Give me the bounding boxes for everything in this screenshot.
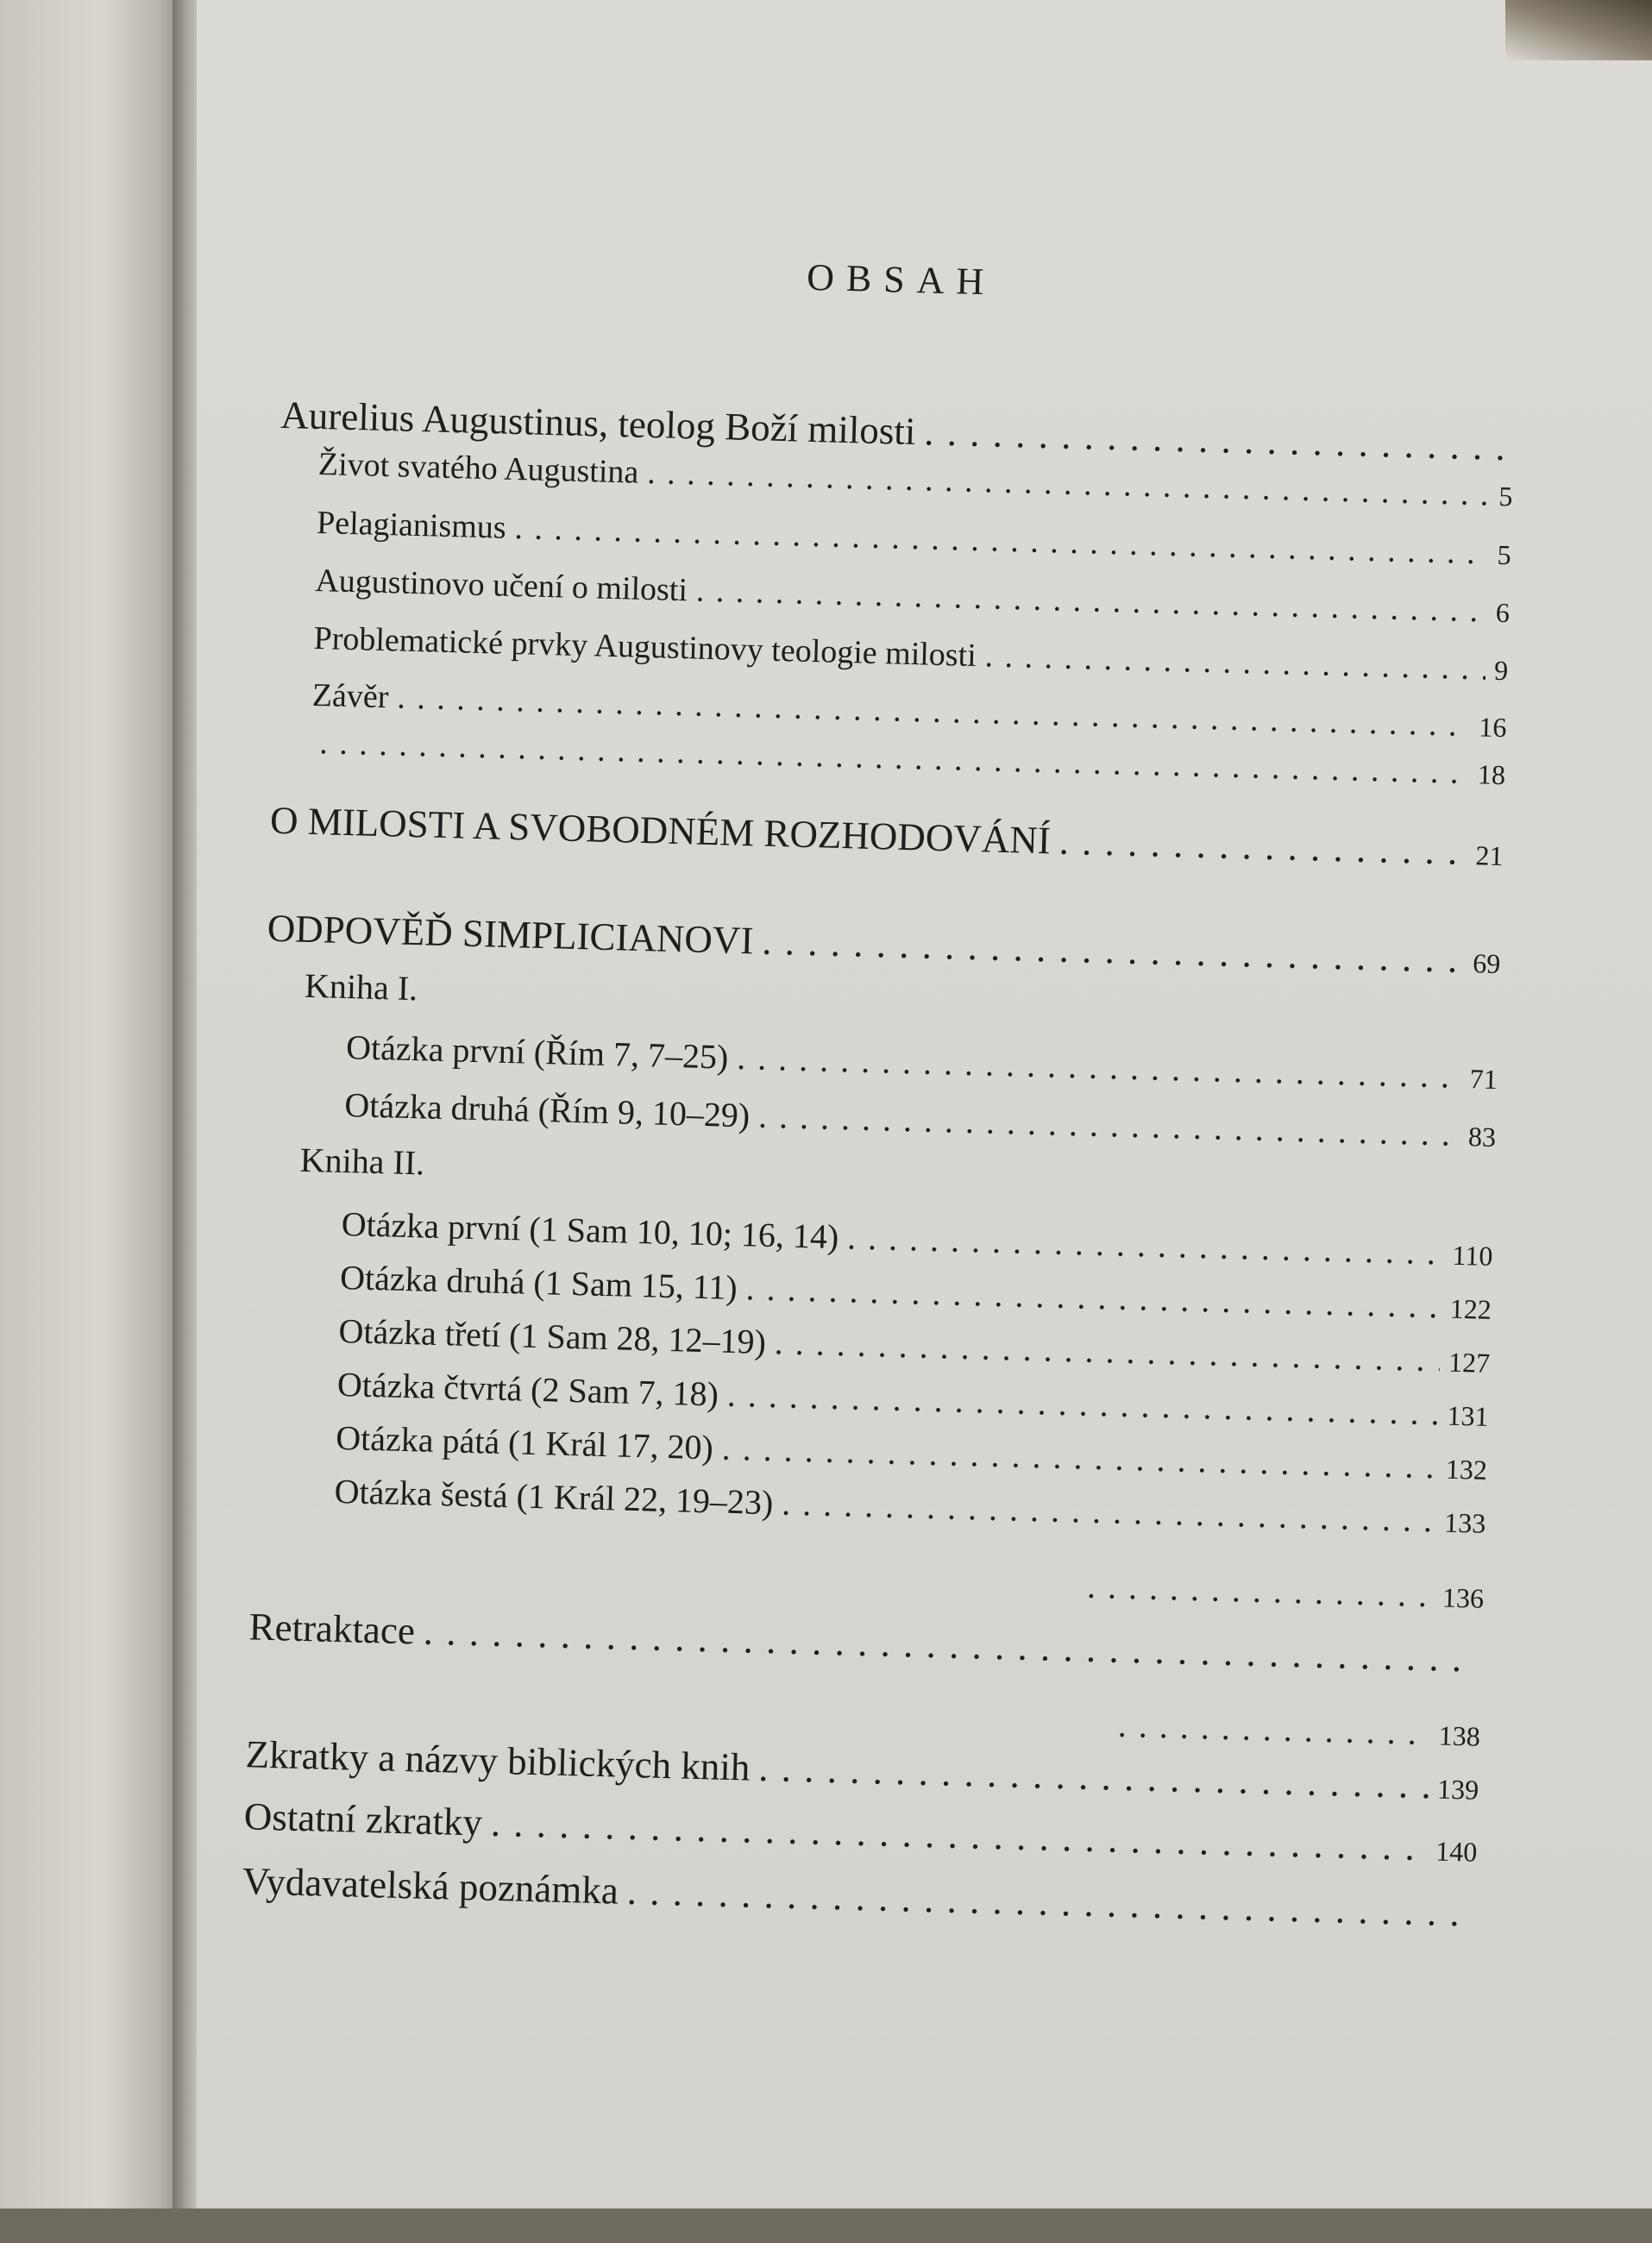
toc-page-number: 133 (1443, 1506, 1486, 1539)
toc-entry-label: Otázka první (Řím 7, 7–25) (345, 1027, 729, 1077)
toc-page-number: 127 (1448, 1346, 1491, 1379)
toc-entry-problems (313, 619, 1509, 688)
toc-entry-label: Otázka třetí (1 Sam 28, 12–19) (338, 1310, 767, 1361)
toc-page-number: 139 (1436, 1773, 1479, 1806)
toc-entry-label: Retraktace (248, 1605, 416, 1653)
toc-entry-label: Otázka čtvrtá (2 Sam 7, 18) (336, 1364, 719, 1414)
toc-leader-dots (758, 1096, 1460, 1154)
toc-leader-dots (423, 1609, 1474, 1681)
toc-leader-dots (1117, 1705, 1430, 1753)
toc-entry-label: O MILOSTI A SVOBODNÉM ROZHODOVÁNÍ (269, 798, 1052, 863)
toc-entry-q1-1 (346, 1027, 1498, 1097)
toc-entry-label: Problematické prvky Augustinovy teologie milosti (313, 619, 977, 675)
toc-leader-dots (745, 1267, 1442, 1326)
toc-entry-pelagianism (317, 504, 1512, 573)
toc-entry-label: ODPOVĚĎ SIMPLICIANOVI (267, 906, 755, 963)
toc-page-number: 16 (1478, 711, 1507, 744)
toc-entry-label: Otázka šestá (1 Král 22, 19–23) (334, 1471, 774, 1523)
toc-page-number: 83 (1467, 1121, 1497, 1153)
table-of-contents (234, 0, 1632, 2243)
toc-leader-dots (514, 509, 1489, 573)
toc-entry-other-abbreviations (243, 1794, 1478, 1870)
toc-page-number: 138 (1438, 1719, 1481, 1752)
toc-leader-dots (924, 409, 1506, 469)
toc-entry-label: Kniha I. (304, 965, 418, 1008)
toc-entry-zkratky-number (1109, 1705, 1480, 1755)
toc-page-number: 21 (1475, 839, 1504, 872)
toc-leader-dots (758, 1745, 1429, 1807)
left-facing-page (0, 0, 185, 2208)
toc-leader-dots (782, 1482, 1436, 1540)
toc-page-number: 131 (1447, 1399, 1489, 1432)
toc-entry-label: Otázka pátá (1 Král 17, 20) (335, 1417, 714, 1467)
toc-entry-retraktace-number (1078, 1566, 1485, 1617)
toc-leader-dots (1087, 1566, 1435, 1616)
toc-page-number: 122 (1449, 1292, 1492, 1325)
toc-page-number: 110 (1452, 1239, 1493, 1272)
toc-entry-editorial-note (242, 1858, 1476, 1935)
toc-entry-retraktace (248, 1604, 1483, 1681)
toc-leader-dots (847, 1216, 1445, 1272)
toc-leader-dots (721, 1428, 1437, 1487)
toc-entry-label: Vydavatelská poznámka (242, 1859, 619, 1913)
toc-entry-label: Ostatní zkratky (243, 1794, 483, 1844)
toc-heading: OBSAH (806, 255, 996, 304)
toc-page-number: 5 (1497, 538, 1512, 571)
toc-page-number: 132 (1445, 1453, 1488, 1486)
toc-entry-label: Otázka první (1 Sam 10, 10; 16, 14) (341, 1204, 839, 1257)
toc-page-number: 5 (1498, 480, 1513, 512)
toc-entry-label: Kniha II. (299, 1140, 425, 1183)
book-page (197, 0, 1652, 2208)
toc-entry-grace (269, 798, 1504, 875)
toc-entry-label: Augustinovo učení o milosti (314, 562, 688, 609)
toc-leader-dots (737, 1037, 1462, 1096)
toc-leader-dots (984, 637, 1486, 688)
toc-leader-dots (726, 1374, 1439, 1434)
toc-entry-label: Zkratky a názvy biblických knih (245, 1732, 751, 1789)
toc-page-number: 69 (1472, 947, 1501, 980)
toc-entry-label: Otázka druhá (1 Sam 15, 11) (339, 1257, 738, 1308)
toc-entry-label: Závěr (311, 676, 390, 716)
toc-page-number: 18 (1477, 758, 1506, 791)
toc-leader-dots (490, 1800, 1428, 1869)
toc-page-number: 136 (1442, 1581, 1485, 1614)
toc-entry-label: Pelagianismus (316, 504, 507, 546)
toc-leader-dots (1058, 819, 1467, 874)
toc-entry-label: Život svatého Augustina (317, 446, 639, 491)
toc-page-number: 140 (1435, 1835, 1478, 1868)
toc-entry-label: Otázka druhá (Řím 9, 10–29) (343, 1085, 751, 1135)
toc-page-number: 6 (1495, 596, 1511, 629)
toc-leader-dots (695, 572, 1487, 631)
toc-entry-label: Aurelius Augustinus, teolog Boží milosti (280, 393, 917, 454)
toc-entry-teaching (315, 562, 1511, 631)
toc-leader-dots (762, 919, 1465, 982)
toc-leader-dots (774, 1322, 1441, 1379)
toc-page-number: 9 (1493, 654, 1509, 687)
toc-leader-dots (626, 1869, 1467, 1935)
toc-page-number: 71 (1469, 1063, 1498, 1096)
